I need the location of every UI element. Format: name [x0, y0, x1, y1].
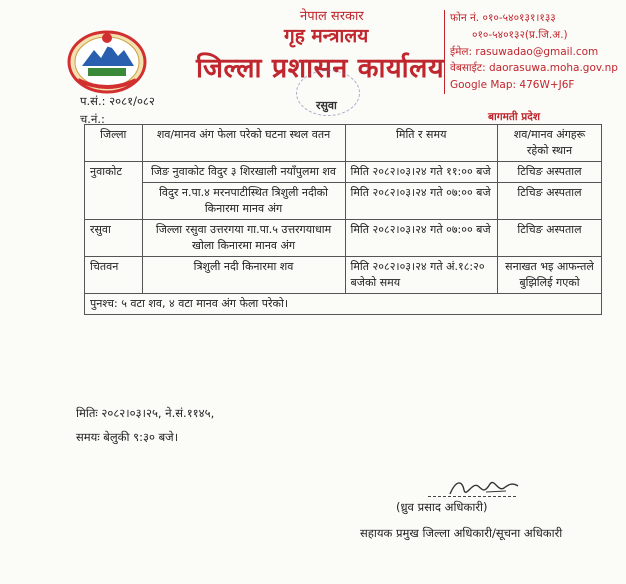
stamp-location: रसुवा: [316, 99, 337, 112]
cell-datetime: मिति २०८२।०३।२४ गते ११:०० बजे: [345, 162, 497, 183]
cell-place: सनाखत भइ आफन्तले बुझिलिई गएको: [497, 257, 601, 294]
cell-district: रसुवा: [85, 220, 143, 257]
cell-location: जिङ नुवाकोट विदुर ३ शिरखाली नयाँपुलमा शव: [142, 162, 345, 183]
map-link[interactable]: Google Map: 476W+J6F: [450, 79, 575, 92]
cell-district: नुवाकोट: [85, 162, 143, 220]
reference-ps: प.सं.: २०८१/०८२: [80, 94, 155, 108]
province-label: बागमती प्रदेश: [488, 111, 540, 123]
table-row: [85, 162, 602, 183]
signature-line: [428, 496, 516, 497]
header-datetime: मिति र समय: [345, 125, 497, 162]
cell-location: जिल्ला रसुवा उत्तरगया गा.पा.५ उत्तरगयाधाम खोला किनारमा मानव अंग: [142, 220, 345, 257]
cell-place: टिचिङ अस्पताल: [497, 162, 601, 183]
header-place: शव/मानव अंगहरू रहेको स्थान: [497, 125, 601, 162]
header-district: जिल्ला: [85, 125, 143, 162]
cell-datetime: मिति २०८२।०३।२४ गते अं.१८:२० बजेको समय: [345, 257, 497, 294]
cell-location: त्रिशुली नदी किनारमा शव: [142, 257, 345, 294]
ministry-name: गृह मन्त्रालय: [284, 25, 369, 47]
phone-secondary: ०१०-५४०१३२(प्र.जि.अ.): [472, 28, 568, 41]
signatory-title: सहायक प्रमुख जिल्ला अधिकारी/सूचना अधिकारी: [360, 526, 563, 540]
table-row: [85, 220, 602, 257]
cell-datetime: मिति २०८२।०३।२४ गते ०७:०० बजे: [345, 183, 497, 220]
phone-primary: फोन नं. ०१०-५४०१३१।१३३: [450, 12, 556, 24]
signatory-name: (ध्रुव प्रसाद अधिकारी): [396, 500, 488, 514]
office-name: जिल्ला प्रशासन कार्यालय: [196, 53, 445, 84]
cell-place: टिचिङ अस्पताल: [497, 220, 601, 257]
table-summary-row: [85, 294, 602, 315]
cell-location: विदुर न.पा.४ मरनपाटीस्थित त्रिशुली नदीको किनारमा मानव अंग: [142, 183, 345, 220]
cell-place: टिचिङ अस्पताल: [497, 183, 601, 220]
footer-time: समयः बेलुकी ९:३० बजे।: [76, 430, 179, 444]
reference-cn: च.नं.:: [80, 112, 105, 126]
table-header-row: [85, 125, 602, 162]
table-row: [85, 257, 602, 294]
incident-table: [84, 124, 602, 315]
cell-datetime: मिति २०८२।०३।२४ गते ०७:०० बजे: [345, 220, 497, 257]
cell-district: चितवन: [85, 257, 143, 294]
government-name: नेपाल सरकार: [300, 9, 364, 24]
footer-date: मितिः २०८२।०३।२५, ने.सं.११४५,: [76, 406, 215, 420]
website-link[interactable]: वेबसाईट: daorasuwa.moha.gov.np: [450, 62, 618, 75]
summary-text: पुनश्च: ५ वटा शव, ४ वटा मानव अंग फेला परेको।: [85, 294, 602, 315]
table-row: [85, 183, 602, 220]
header-location: शव/मानव अंग फेला परेको घटना स्थल वतन: [142, 125, 345, 162]
contact-block: [444, 10, 626, 94]
email-link[interactable]: ईमेल: rasuwadao@gmail.com: [450, 45, 599, 58]
nepal-emblem-icon: [66, 24, 148, 96]
